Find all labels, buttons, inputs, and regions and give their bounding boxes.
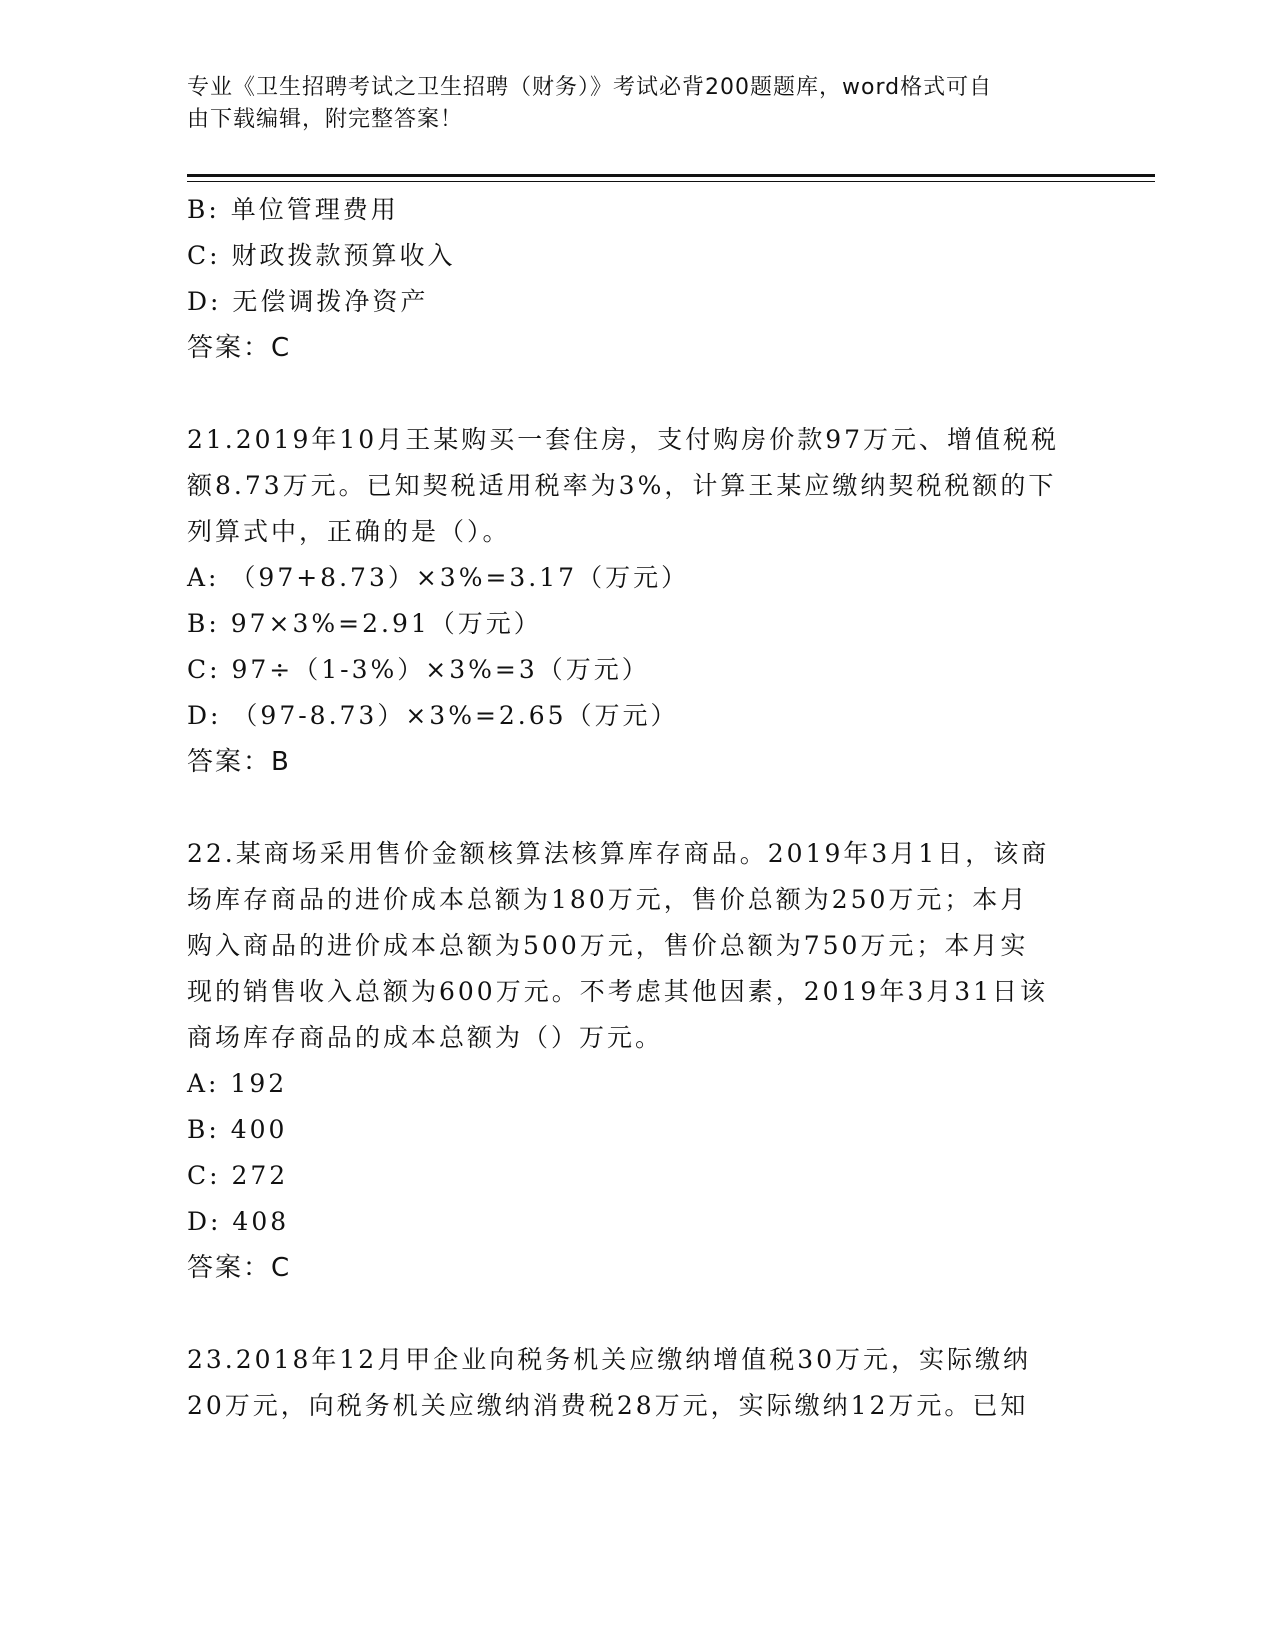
question-text-line: 列算式中，正确的是（）。 — [187, 517, 511, 546]
spacer — [187, 371, 1087, 417]
option-b: B: 单位管理费用 — [187, 195, 399, 224]
question-23 — [187, 1337, 1087, 1429]
question-text-line: 商场库存商品的成本总额为（）万元。 — [187, 1023, 664, 1052]
question-text-line: 21.2019年10月王某购买一套住房，支付购房价款97万元、增值税税 — [187, 425, 1060, 454]
question-text-line: 额8.73万元。已知契税适用税率为3%，计算王某应缴纳契税税额的下 — [187, 471, 1057, 500]
option-d: D: 408 — [187, 1207, 290, 1236]
option-b: B: 400 — [187, 1115, 288, 1144]
option-c: C: 财政拨款预算收入 — [187, 241, 456, 270]
option-d: D: 无偿调拨净资产 — [187, 287, 429, 316]
question-text-line: 场库存商品的进价成本总额为180万元，售价总额为250万元；本月 — [187, 885, 1029, 914]
question-21 — [187, 417, 1087, 785]
spacer — [187, 785, 1087, 831]
question-text-line: 22.某商场采用售价金额核算法核算库存商品。2019年3月1日，该商 — [187, 839, 1050, 868]
option-b: B: 97×3%=2.91（万元） — [187, 609, 542, 638]
header-divider-thick — [187, 174, 1155, 177]
header-line-2: 由下载编辑，附完整答案！ — [187, 107, 464, 132]
option-a: A: （97+8.73）×3%=3.17（万元） — [187, 563, 690, 592]
question-text-line: 现的销售收入总额为600万元。不考虑其他因素，2019年3月31日该 — [187, 977, 1049, 1006]
document-header — [187, 72, 1067, 136]
question-text-line: 购入商品的进价成本总额为500万元，售价总额为750万元；本月实 — [187, 931, 1029, 960]
question-text-line: 23.2018年12月甲企业向税务机关应缴纳增值税30万元，实际缴纳 — [187, 1345, 1032, 1374]
question-20 — [187, 187, 1087, 371]
header-line-1: 专业《卫生招聘考试之卫生招聘（财务）》考试必背200题题库，word格式可自 — [187, 75, 993, 100]
option-a: A: 192 — [187, 1069, 288, 1098]
document-body — [187, 187, 1087, 1429]
option-c: C: 97÷（1-3%）×3%=3（万元） — [187, 655, 650, 684]
answer-line: 答案：B — [187, 747, 291, 777]
spacer — [187, 1291, 1087, 1337]
question-text-line: 20万元，向税务机关应缴纳消费税28万元，实际缴纳12万元。已知 — [187, 1391, 1029, 1420]
question-22 — [187, 831, 1087, 1291]
answer-line: 答案：C — [187, 1253, 292, 1283]
option-c: C: 272 — [187, 1161, 289, 1190]
header-divider-thin — [187, 181, 1155, 182]
option-d: D: （97-8.73）×3%=2.65（万元） — [187, 701, 679, 730]
answer-line: 答案：C — [187, 333, 292, 363]
